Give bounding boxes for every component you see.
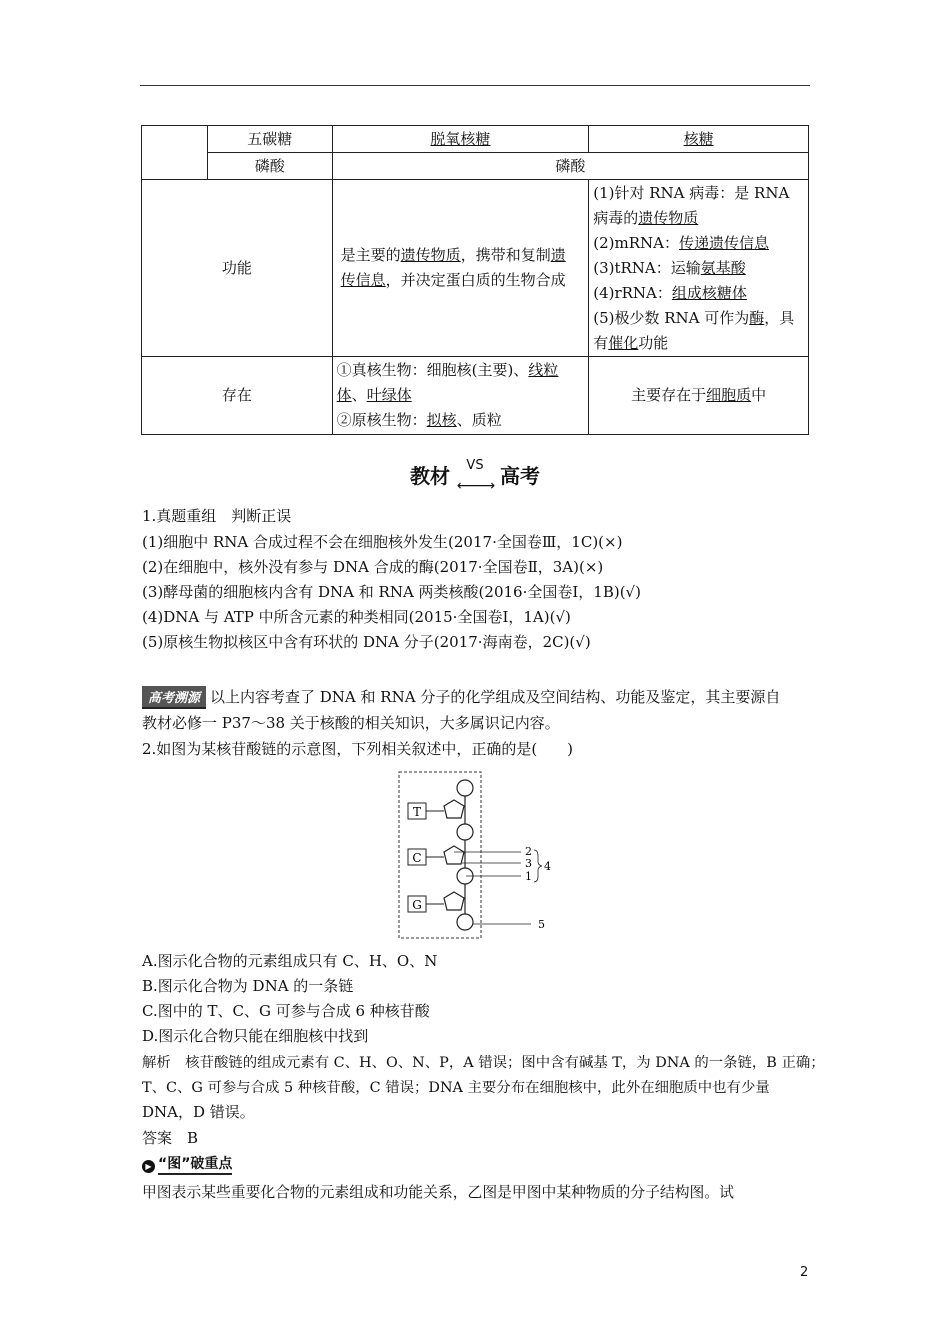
base-label: G <box>412 898 422 912</box>
option-b: B.图示化合物为 DNA 的一条链 <box>142 977 354 995</box>
figure-section-text: 甲图表示某些重要化合物的元素组成和功能关系，乙图是甲图中某种物质的分子结构图。试 <box>142 1184 734 1201</box>
source-badge: 高考溯源 <box>142 686 206 709</box>
table-corner-cell <box>142 126 208 180</box>
page-number: 2 <box>800 1265 809 1280</box>
figure-label: 4 <box>544 860 551 873</box>
analysis-line: T、C、G 可参与合成 5 种核苷酸，C 错误；DNA 主要分布在细胞核中，此外在细胞质中也有少量 <box>142 1080 770 1096</box>
source-note: 高考溯源 以上内容考查了 DNA 和 RNA 分子的化学组成及空间结构、功能及鉴定，其主要源自 <box>142 686 780 709</box>
dna-location-cell: ①真核生物：细胞核(主要)、线粒体、叶绿体 ②原核生物：拟核、质粒 <box>332 357 589 435</box>
figure-label: 3 <box>525 857 532 870</box>
analysis-line: DNA，D 错误。 <box>142 1103 255 1121</box>
figure-section-badge: ▶ “图”破重点 <box>142 1153 232 1175</box>
phosphate-circle <box>457 914 473 930</box>
analysis-line: 解析 核苷酸链的组成元素有 C、H、O、N、P，A 错误；图中含有碱基 T，为 DNA 的一条链，B 正确； <box>142 1055 825 1071</box>
phosphate-circle <box>457 824 473 840</box>
q1-item: (5)原核生物拟核区中含有环状的 DNA 分子(2017·海南卷，2C)(√) <box>142 633 591 651</box>
dna-sugar: 脱氧核糖 <box>430 129 491 148</box>
answer: 答案 B <box>142 1129 199 1147</box>
option-a: A.图示化合物的元素组成只有 C、H、O、N <box>142 952 438 970</box>
source-note-line2: 教材必修一 P37～38 关于核酸的相关知识，大多属识记内容。 <box>142 714 560 732</box>
base-label: T <box>412 805 422 819</box>
q1-heading: 1.真题重组 判断正误 <box>142 507 292 525</box>
pentose-pentagon <box>444 846 464 864</box>
q1-item: (3)酵母菌的细胞核内含有 DNA 和 RNA 两类核酸(2016·全国卷Ⅰ，1B)(√) <box>142 583 641 601</box>
function-label: 功能 <box>142 180 333 357</box>
rna-location-cell: 主要存在于细胞质中 <box>589 357 809 435</box>
rna-function-cell: (1)针对 RNA 病毒：是 RNA 病毒的遗传物质 (2)mRNA：传递遗传信息 (3)tRNA：运输氨基酸 (4)rRNA：组成核糖体 (5)极少数 RNA 可作为酶，具有催化功能 <box>589 180 809 357</box>
phosphate-label: 磷酸 <box>207 153 332 180</box>
option-c: C.图中的 T、C、G 可参与合成 6 种核苷酸 <box>142 1002 430 1020</box>
figure-label: 5 <box>538 918 545 931</box>
figure-label: 2 <box>525 845 532 858</box>
phosphate-circle <box>457 780 473 796</box>
q1-item: (2)在细胞中，核外没有参与 DNA 合成的酶(2017·全国卷Ⅱ，3A)(×) <box>142 558 604 576</box>
q2-stem: 2.如图为某核苷酸链的示意图，下列相关叙述中，正确的是( ) <box>142 740 574 758</box>
nucleotide-chain-figure <box>396 770 556 940</box>
q1-item: (1)细胞中 RNA 合成过程不会在细胞核外发生(2017·全国卷Ⅲ，1C)(×) <box>142 533 623 551</box>
dna-function-cell: 是主要的遗传物质，携带和复制遗传信息，并决定蛋白质的生物合成 <box>332 180 589 357</box>
pentose-pentagon <box>444 892 464 910</box>
location-label: 存在 <box>142 357 333 435</box>
base-label: C <box>412 851 422 865</box>
q1-item: (4)DNA 与 ATP 中所含元素的种类相同(2015·全国卷Ⅰ，1A)(√) <box>142 608 571 626</box>
section-title: 教材 VS ⟵⟶ 高考 <box>410 457 540 494</box>
figure-label: 1 <box>525 870 532 883</box>
play-icon: ▶ <box>142 1160 155 1173</box>
phosphate-value: 磷酸 <box>332 153 808 180</box>
brace <box>534 850 542 882</box>
header-rule <box>140 85 810 86</box>
option-d: D.图示化合物只能在细胞核中找到 <box>142 1027 369 1045</box>
comparison-table <box>141 125 809 435</box>
sugar-label: 五碳糖 <box>207 126 332 153</box>
rna-sugar: 核糖 <box>683 129 714 148</box>
pentose-pentagon <box>444 800 464 818</box>
